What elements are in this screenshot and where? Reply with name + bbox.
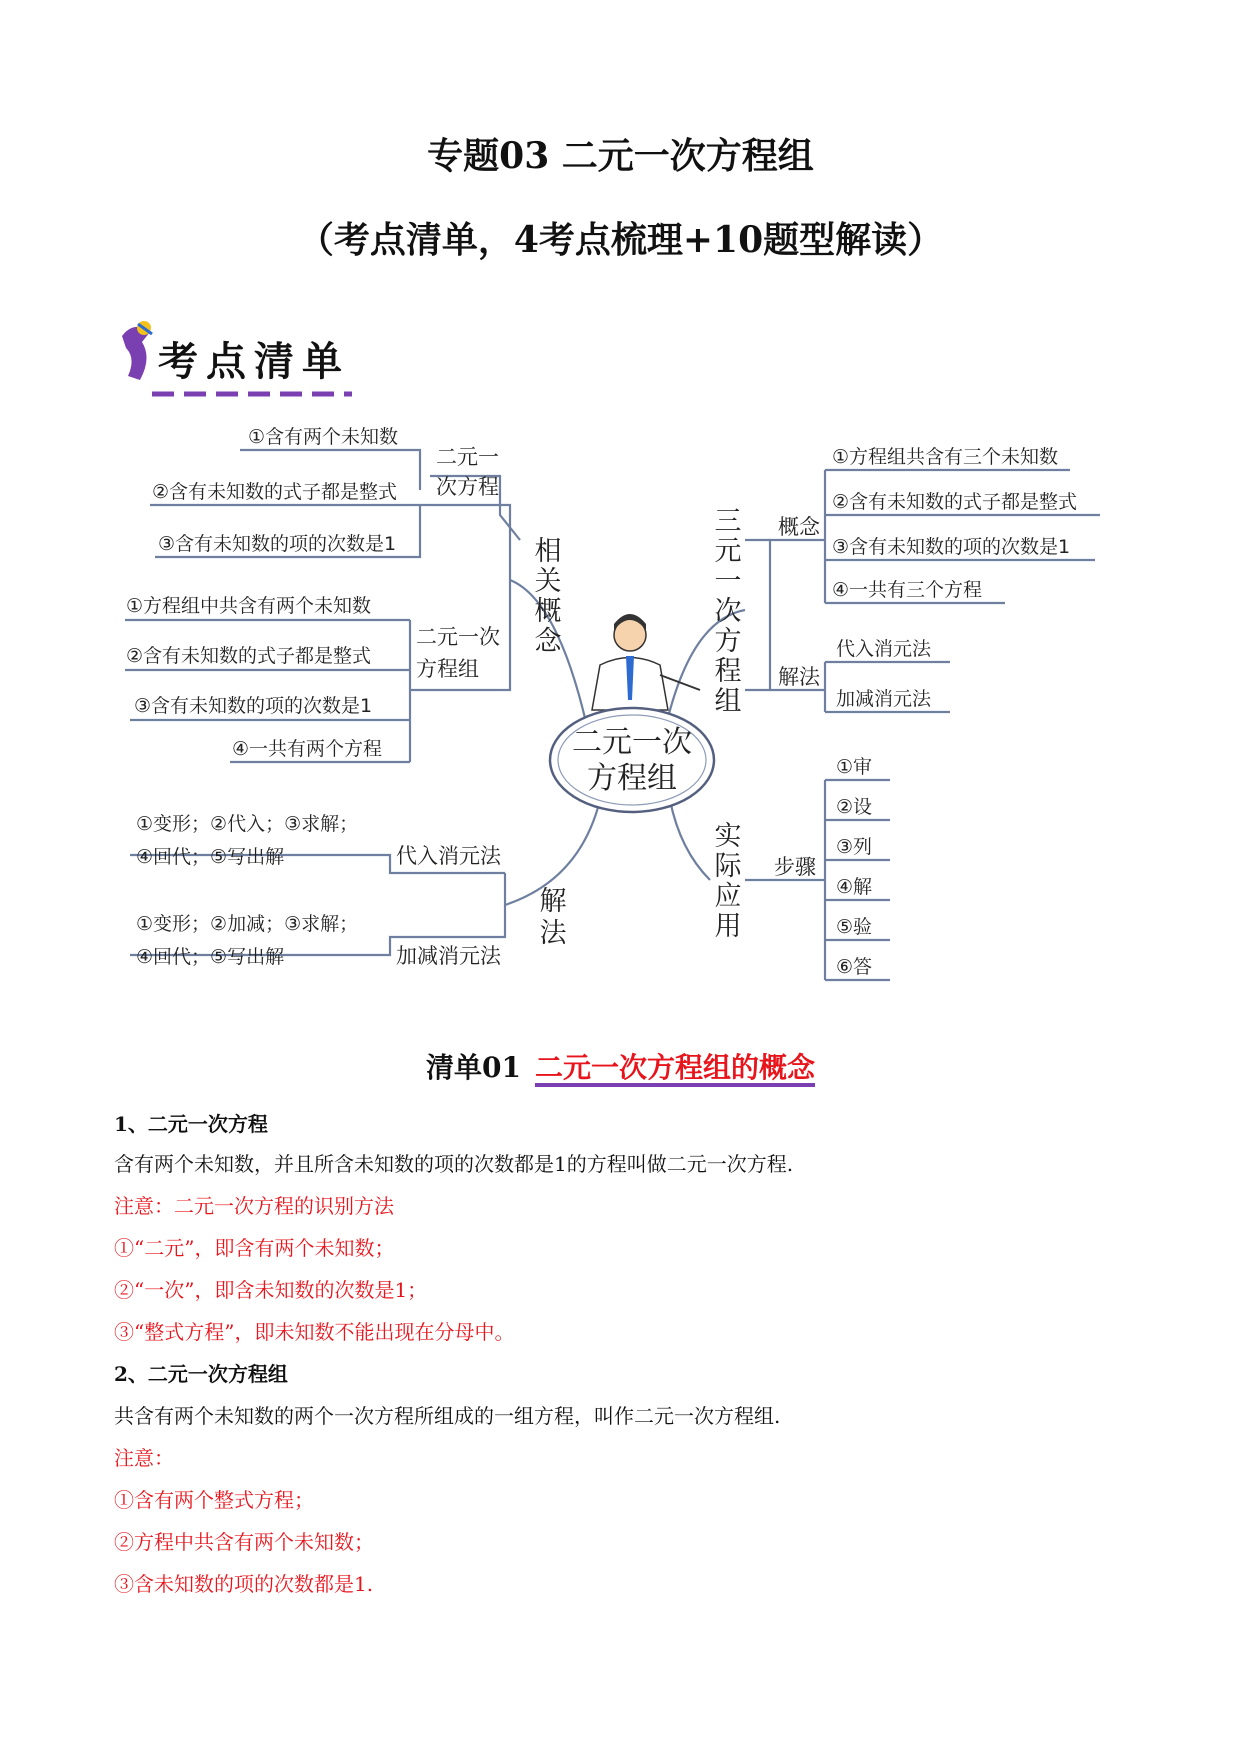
- branch-ternary-system: [715, 506, 742, 717]
- center-line1: 二元一次: [572, 725, 692, 760]
- sys-label-1: 二元一次: [416, 625, 500, 649]
- svg-text:一: 一: [714, 566, 742, 597]
- add-label: 加减消元法: [396, 944, 501, 968]
- concept-item-3: ③含有未知数的项的次数是1: [832, 536, 1071, 558]
- sys-item-4: ④一共有两个方程: [232, 738, 383, 760]
- concept-label: 概念: [778, 515, 820, 539]
- mind-map: [0, 400, 1241, 1000]
- teacher-illustration: [592, 614, 700, 710]
- page-subtitle: （考点清单，4考点梳理+10题型解读）: [297, 219, 944, 261]
- sub-steps-line2: ④回代；⑤写出解: [136, 846, 285, 868]
- svg-text:念: 念: [534, 626, 562, 657]
- eq-label-1: 二元一: [436, 445, 499, 469]
- add-steps-line1: ①变形；②加减；③求解；: [136, 913, 359, 935]
- concept-item-4: ④一共有三个方程: [832, 579, 983, 601]
- method-item-1: 代入消元法: [836, 638, 932, 660]
- note-1-item-1: ①“二元”，即含有两个未知数；: [114, 1236, 395, 1260]
- svg-text:法: 法: [539, 918, 567, 949]
- badge-text: 考点清单: [158, 339, 350, 385]
- center-line2: 方程组: [587, 761, 677, 796]
- step-3: ③列: [836, 836, 873, 858]
- svg-text:三: 三: [714, 506, 742, 537]
- paragraph-1: 含有两个未知数，并且所含未知数的项的次数都是1的方程叫做二元一次方程.: [114, 1152, 794, 1176]
- step-2: ②设: [836, 796, 873, 818]
- sub-label: 代入消元法: [396, 844, 501, 868]
- heading-1: 1、二元一次方程: [114, 1112, 268, 1136]
- step-1: ①审: [836, 756, 873, 778]
- center-node: [550, 708, 714, 812]
- step-5: ⑤验: [836, 916, 873, 938]
- note-2: 注意：: [114, 1446, 174, 1470]
- step-6: ⑥答: [836, 956, 873, 978]
- method-label: 解法: [778, 665, 820, 689]
- note-1: 注意：二元一次方程的识别方法: [114, 1194, 394, 1218]
- svg-text:关: 关: [534, 566, 562, 597]
- branch-related-concepts: [535, 536, 563, 657]
- note-2-item-3: ③含未知数的项的次数都是1.: [114, 1572, 374, 1596]
- step-4: ④解: [836, 876, 873, 898]
- note-2-item-1: ①含有两个整式方程；: [114, 1488, 314, 1512]
- svg-text:概: 概: [534, 596, 562, 627]
- svg-text:程: 程: [714, 656, 742, 687]
- section-label: 清单01: [426, 1051, 521, 1084]
- eq-item-1: ①含有两个未知数: [248, 426, 399, 448]
- sys-item-3: ③含有未知数的项的次数是1: [134, 695, 373, 717]
- eq-item-3: ③含有未知数的项的次数是1: [158, 533, 397, 555]
- note-1-item-2: ②“一次”，即含未知数的次数是1；: [114, 1278, 428, 1302]
- svg-text:次: 次: [714, 596, 742, 627]
- paragraph-2: 共含有两个未知数的两个一次方程所组成的一组方程，叫作二元一次方程组.: [114, 1404, 781, 1428]
- note-2-item-2: ②方程中共含有两个未知数；: [114, 1530, 374, 1554]
- concept-item-1: ①方程组共含有三个未知数: [832, 446, 1059, 468]
- sys-label-2: 方程组: [416, 657, 479, 681]
- concept-item-2: ②含有未知数的式子都是整式: [832, 491, 1078, 513]
- steps-label: 步骤: [774, 855, 816, 879]
- svg-text:相: 相: [534, 536, 562, 567]
- eq-label-2: 次方程: [436, 475, 499, 499]
- page-title: 专题03 二元一次方程组: [427, 135, 814, 177]
- svg-text:际: 际: [714, 851, 742, 882]
- svg-text:用: 用: [714, 911, 742, 942]
- heading-2: 2、二元一次方程组: [114, 1362, 288, 1386]
- svg-text:组: 组: [714, 686, 742, 717]
- method-item-2: 加减消元法: [836, 688, 932, 710]
- note-1-item-3: ③“整式方程”，即未知数不能出现在分母中。: [114, 1320, 515, 1344]
- branch-solutions: [540, 886, 568, 949]
- add-steps-line2: ④回代；⑤写出解: [136, 946, 285, 968]
- eq-item-2: ②含有未知数的式子都是整式: [152, 481, 398, 503]
- sys-item-1: ①方程组中共含有两个未知数: [126, 595, 372, 617]
- branch-application: [715, 821, 743, 942]
- svg-text:解: 解: [539, 886, 567, 917]
- svg-text:应: 应: [714, 881, 742, 912]
- svg-text:方: 方: [714, 626, 742, 657]
- section-title: 二元一次方程组的概念: [534, 1051, 815, 1084]
- svg-text:元: 元: [714, 536, 742, 567]
- section-heading: [0, 1046, 1241, 1086]
- svg-text:实: 实: [714, 821, 742, 852]
- sys-item-2: ②含有未知数的式子都是整式: [126, 645, 372, 667]
- sub-steps-line1: ①变形；②代入；③求解；: [136, 813, 359, 835]
